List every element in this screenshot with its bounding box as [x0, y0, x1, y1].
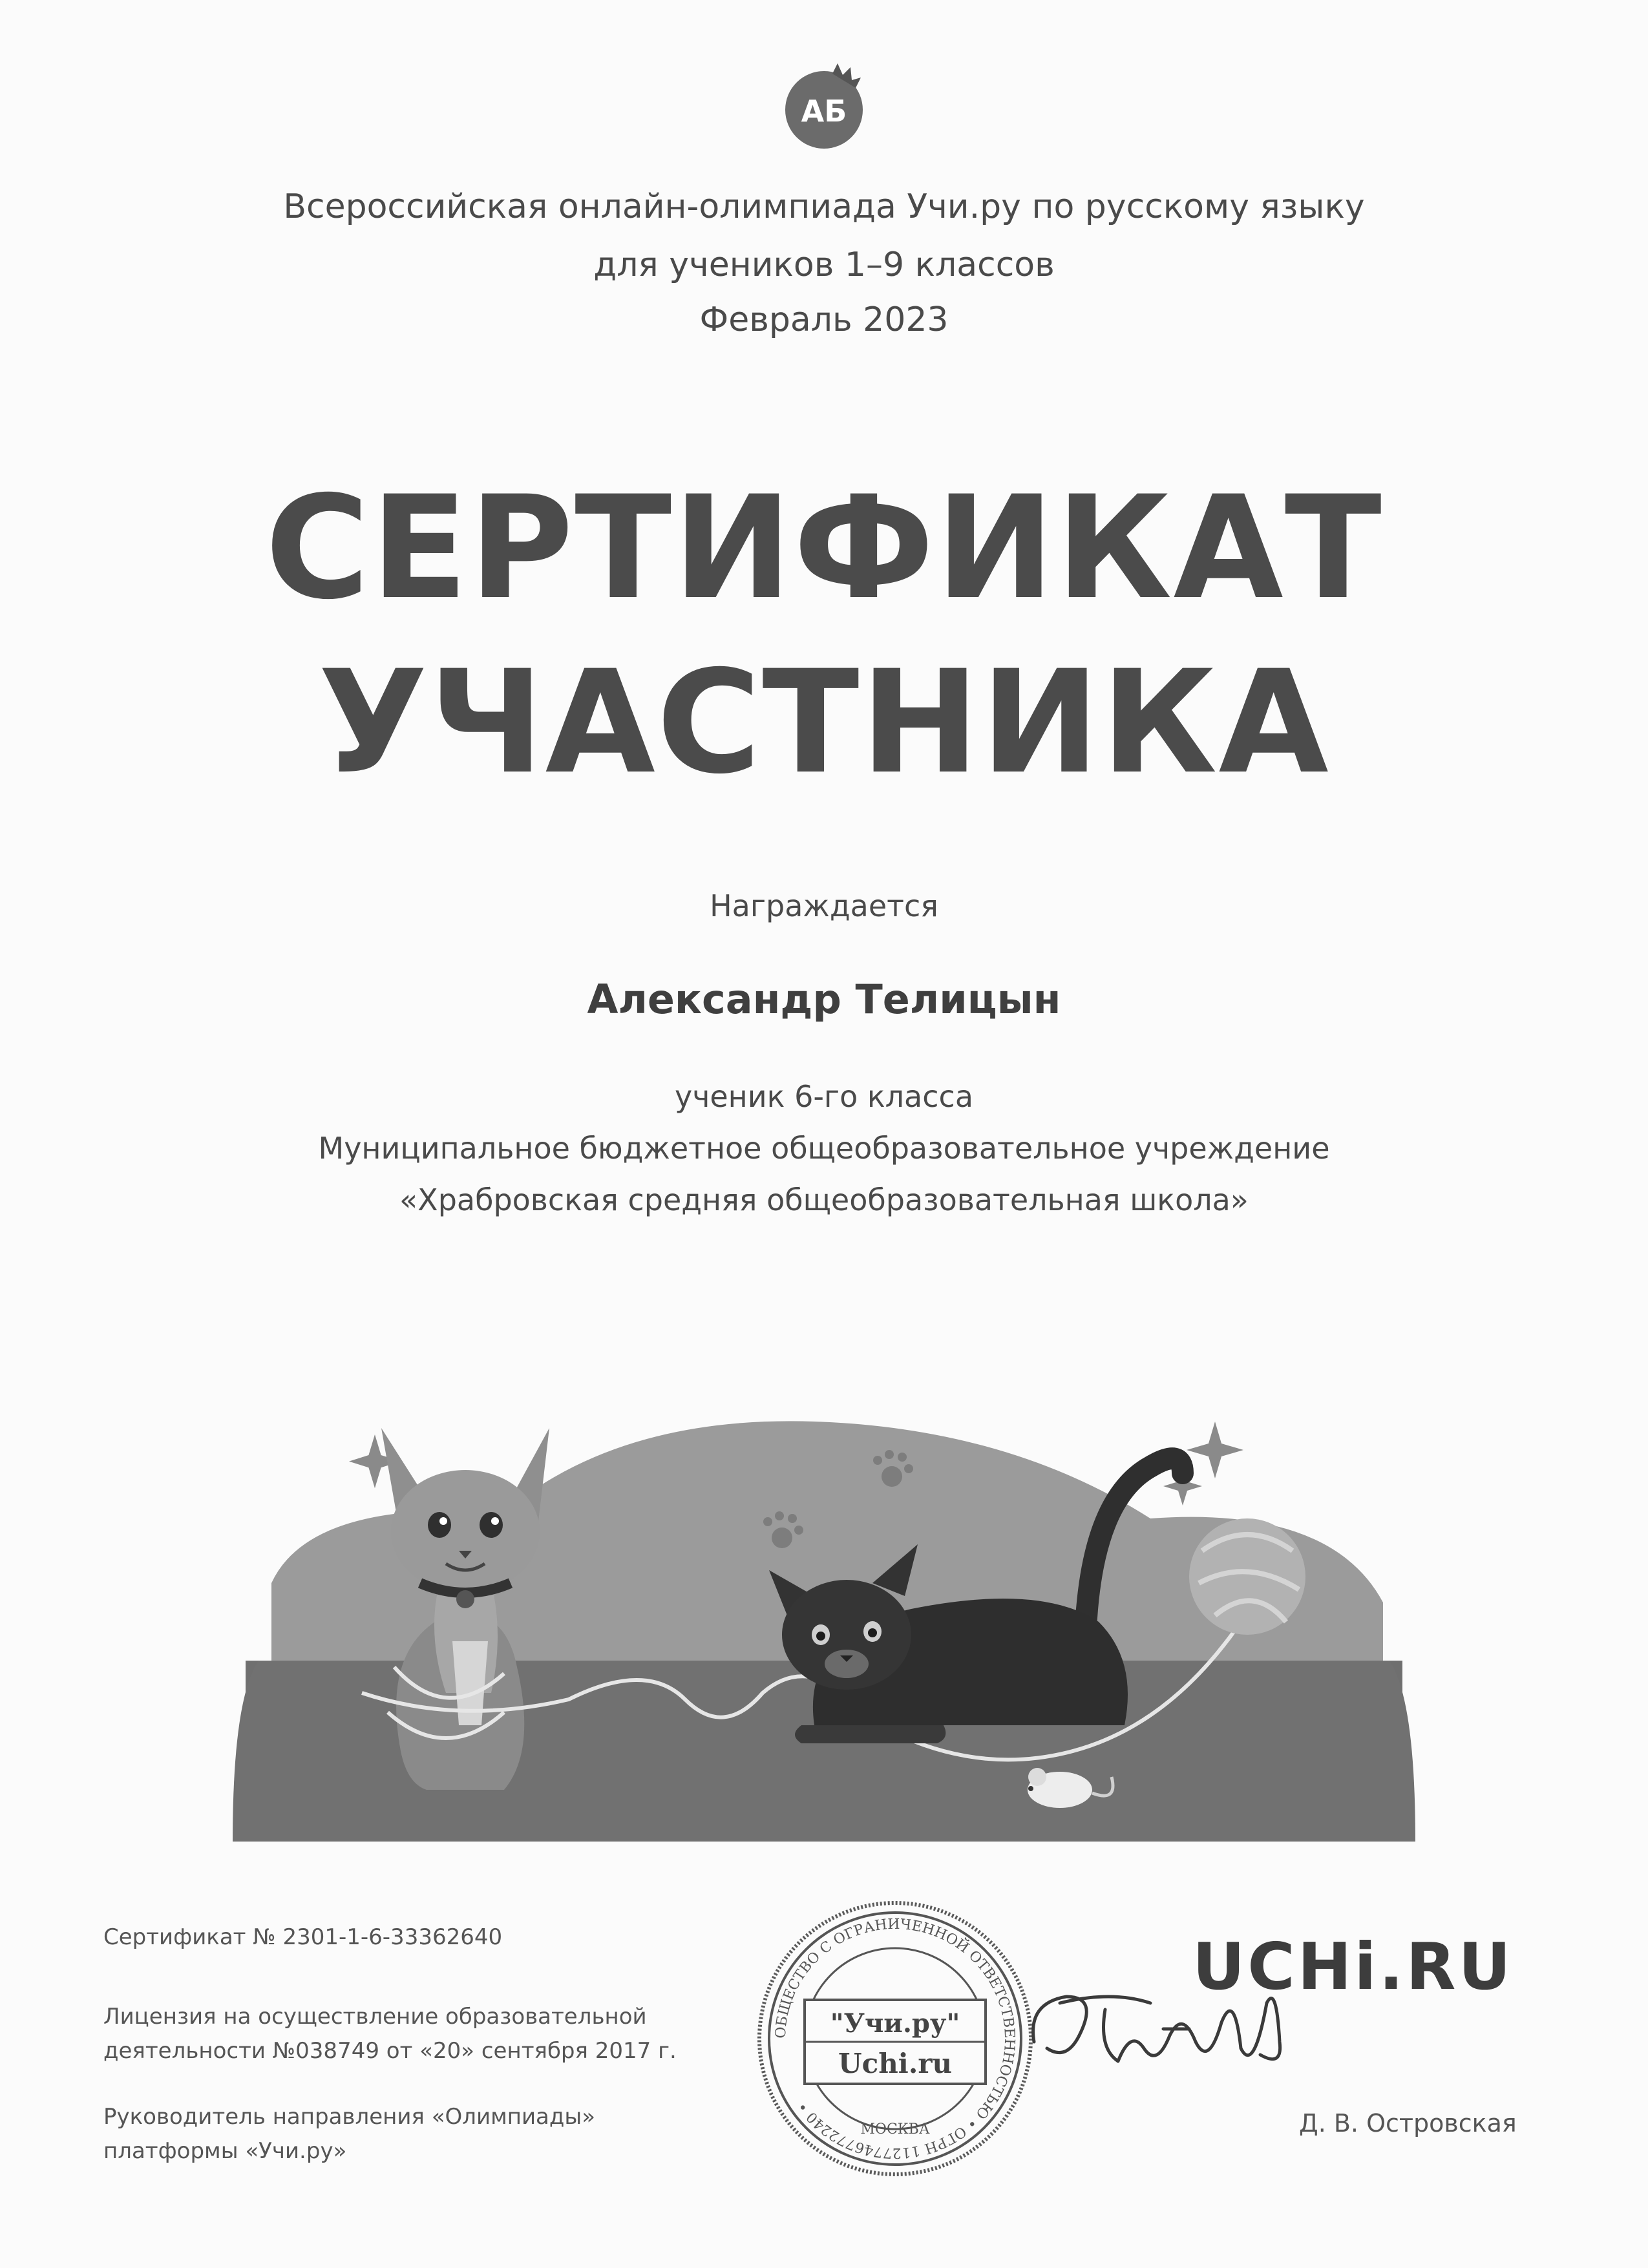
organization-stamp	[750, 1893, 1041, 2184]
cats-illustration	[233, 1389, 1415, 1842]
handwritten-signature	[1021, 1964, 1293, 2094]
director-line-1: Руководитель направления «Олимпиады»	[103, 2104, 596, 2130]
yarn-ball-icon	[1189, 1518, 1305, 1635]
sparkle-icon	[1187, 1422, 1243, 1478]
certificate-number: Сертификат № 2301-1-6-33362640	[103, 1924, 503, 1950]
uchi-ru-brand-logo: UCHi.RU	[1192, 1929, 1514, 2004]
recipient-grade: ученик 6-го класса	[674, 1079, 974, 1114]
signatory-name: Д. В. Островская	[1299, 2109, 1517, 2137]
certificate-title-line-2: УЧАСТНИКА	[318, 640, 1330, 805]
license-line-1: Лицензия на осуществление образовательной	[103, 2004, 647, 2030]
stamp-city: МОСКВА	[860, 2121, 930, 2137]
director-line-2: платформы «Учи.ру»	[103, 2137, 347, 2164]
license-line-2: деятельности №038749 от «20» сентября 2017 г.	[103, 2037, 677, 2064]
olympiad-title: Всероссийская онлайн-олимпиада Учи.ру по русскому языку	[283, 187, 1365, 226]
school-name-line-1: Муниципальное бюджетное общеобразовательное учреждение	[318, 1131, 1330, 1166]
awarded-label: Награждается	[710, 888, 938, 923]
logo-badge-text: АБ	[801, 94, 847, 129]
olympiad-grades: для учеников 1–9 классов	[593, 246, 1055, 284]
stamp-center-line-2: Uchi.ru	[838, 2048, 952, 2079]
stamp-ring-text: ОБЩЕСТВО С ОГРАНИЧЕННОЙ ОТВЕТСТВЕННОСТЬЮ • ОГРН 1127746772240 •	[772, 1916, 1018, 2161]
recipient-name: Александр Телицын	[587, 976, 1061, 1023]
certificate-title-line-1: СЕРТИФИКАТ	[265, 465, 1383, 631]
uchi-logo-badge-icon	[776, 58, 872, 155]
olympiad-date: Февраль 2023	[699, 300, 949, 339]
school-name-line-2: «Храбровская средняя общеобразовательная школа»	[399, 1182, 1249, 1217]
license-info	[103, 2000, 782, 2068]
director-title	[103, 2100, 685, 2168]
stamp-center-line-1: "Учи.ру"	[830, 2008, 960, 2039]
